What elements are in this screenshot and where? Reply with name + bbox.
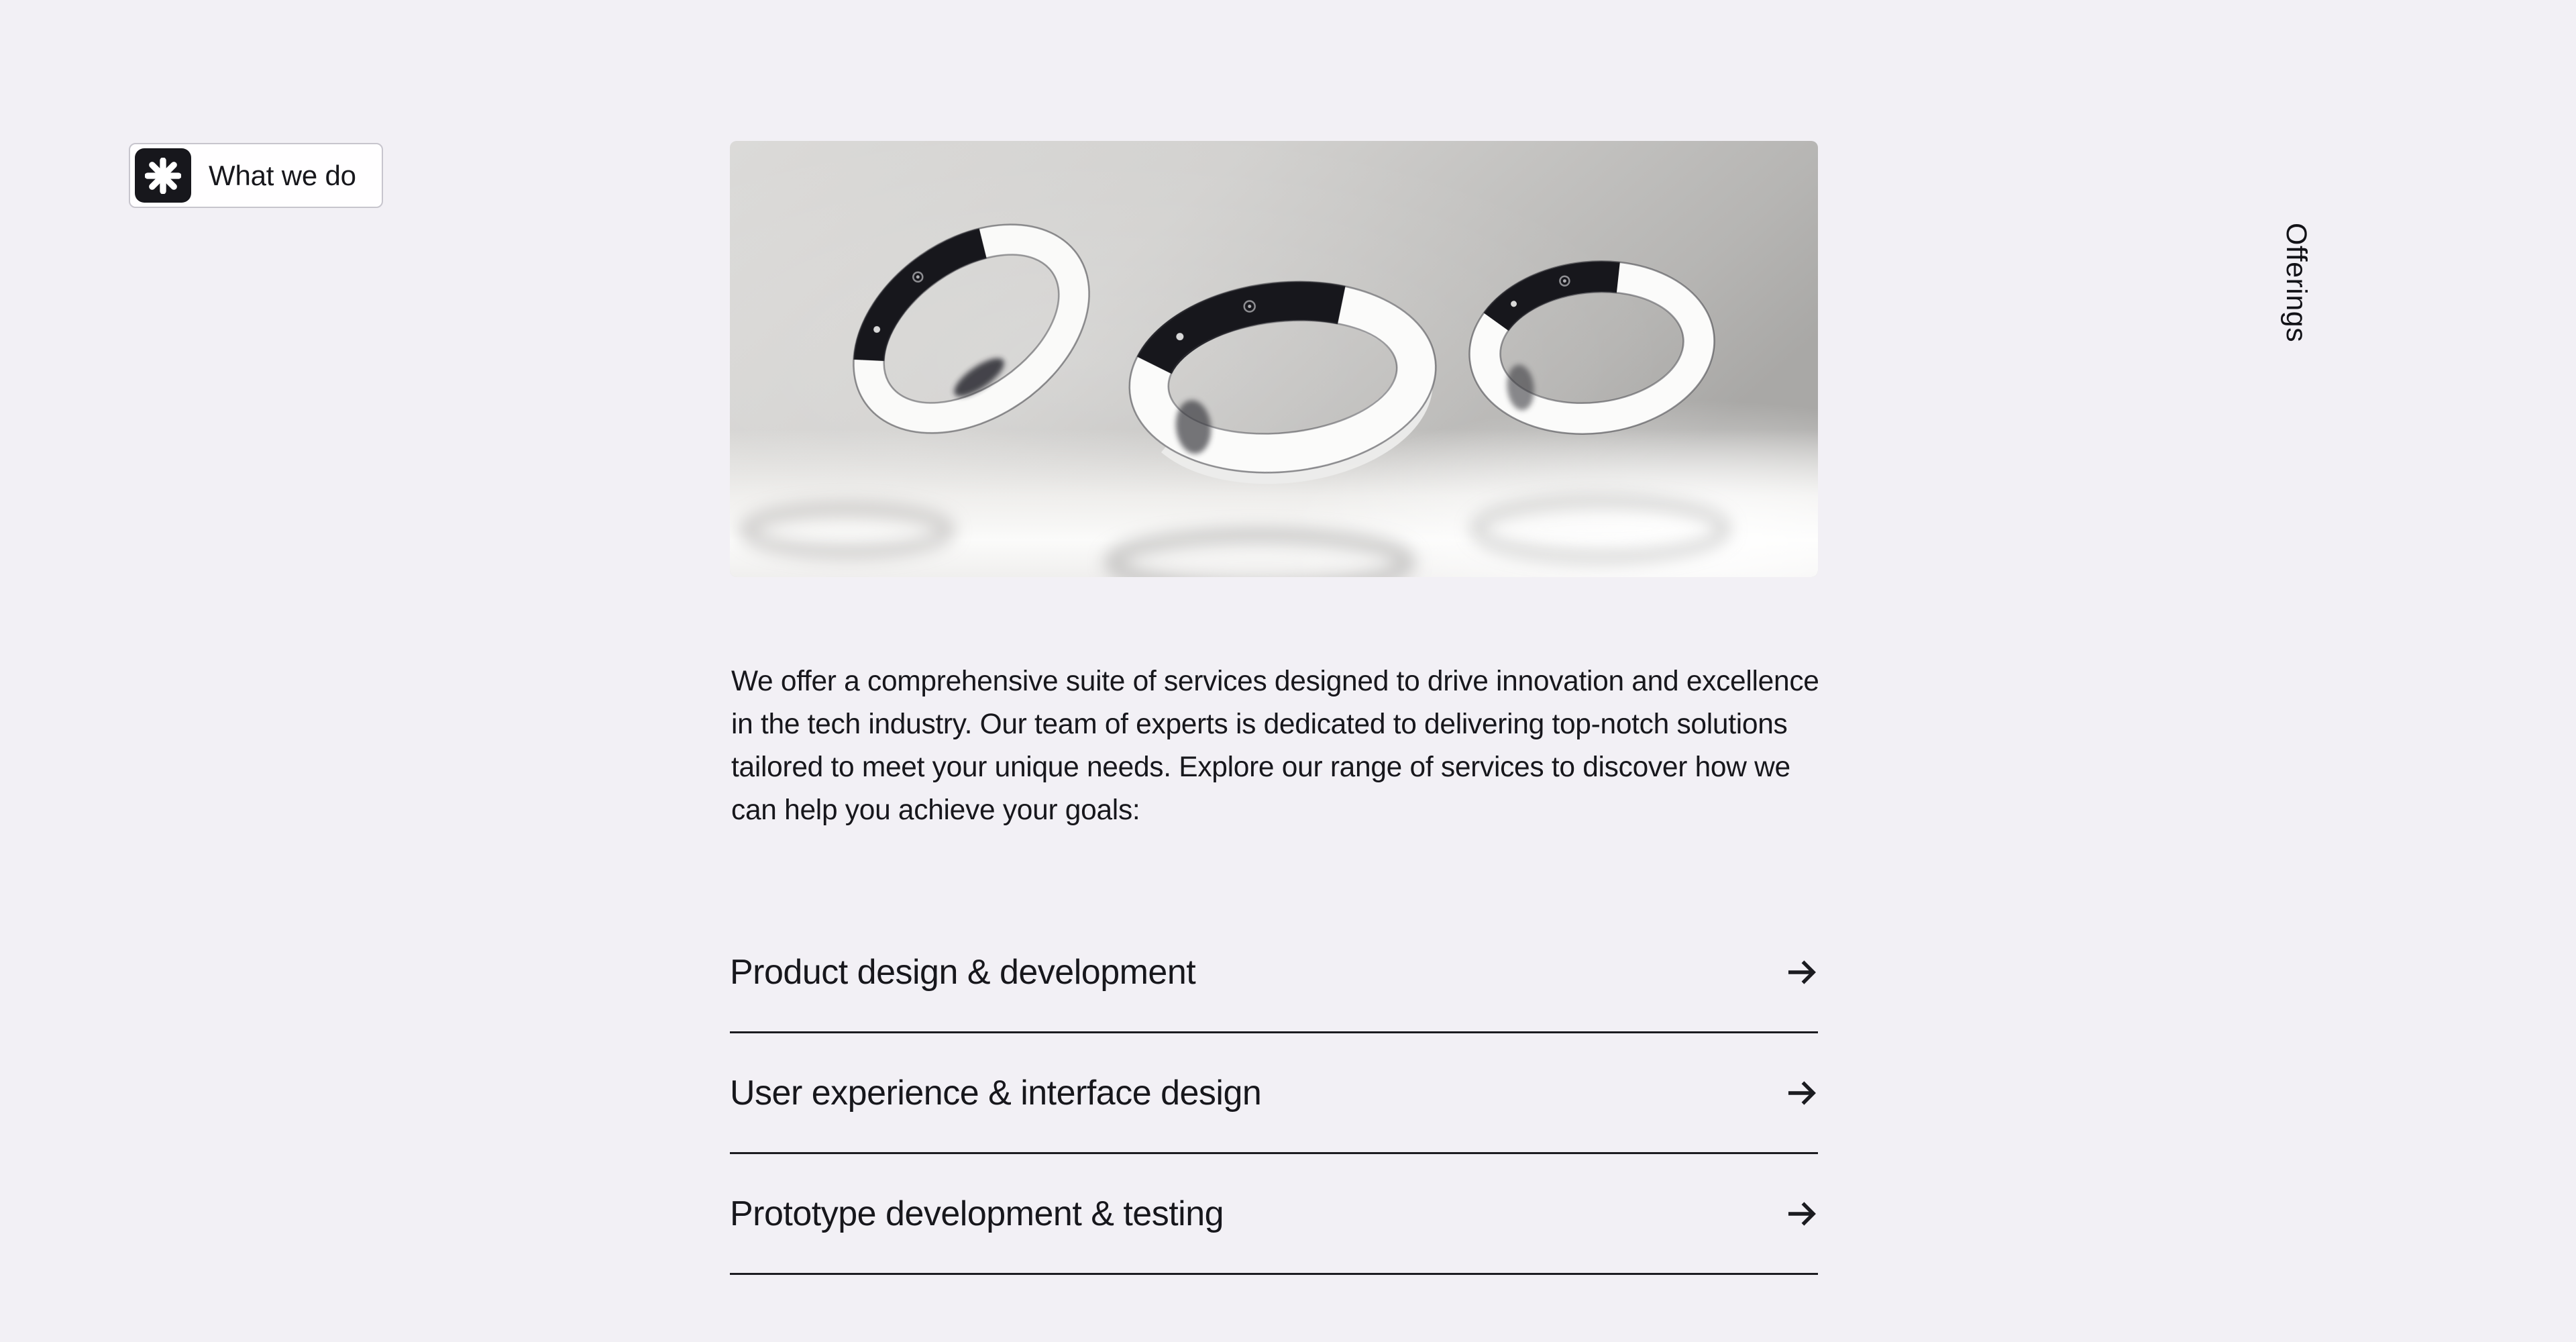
service-row-prototype-testing[interactable] (730, 1154, 1818, 1275)
arrow-right-icon[interactable] (1786, 1079, 1818, 1107)
badge-label: What we do (209, 159, 356, 191)
service-row-product-design[interactable] (730, 913, 1818, 1033)
services-list (730, 913, 1818, 1275)
arrow-right-icon[interactable] (1786, 1200, 1818, 1228)
service-label: Product design & development (730, 952, 1196, 992)
intro-paragraph: We offer a comprehensive suite of services designed to drive innovation and excellence in the tech industry. Our team of experts is dedicated to delivering top-notch solutions tailored to meet your unique needs. Explore our range of services to discover how we can help you achieve your goals: (731, 666, 1819, 826)
asterisk-icon (135, 148, 191, 203)
hero-image (730, 141, 1818, 577)
service-label: Prototype development & testing (730, 1194, 1224, 1233)
service-row-ux-ui-design[interactable] (730, 1033, 1818, 1154)
what-we-do-badge (129, 143, 383, 208)
arrow-right-icon[interactable] (1786, 958, 1818, 986)
service-label: User experience & interface design (730, 1073, 1262, 1113)
offerings-side-label: Offerings (2280, 223, 2312, 343)
